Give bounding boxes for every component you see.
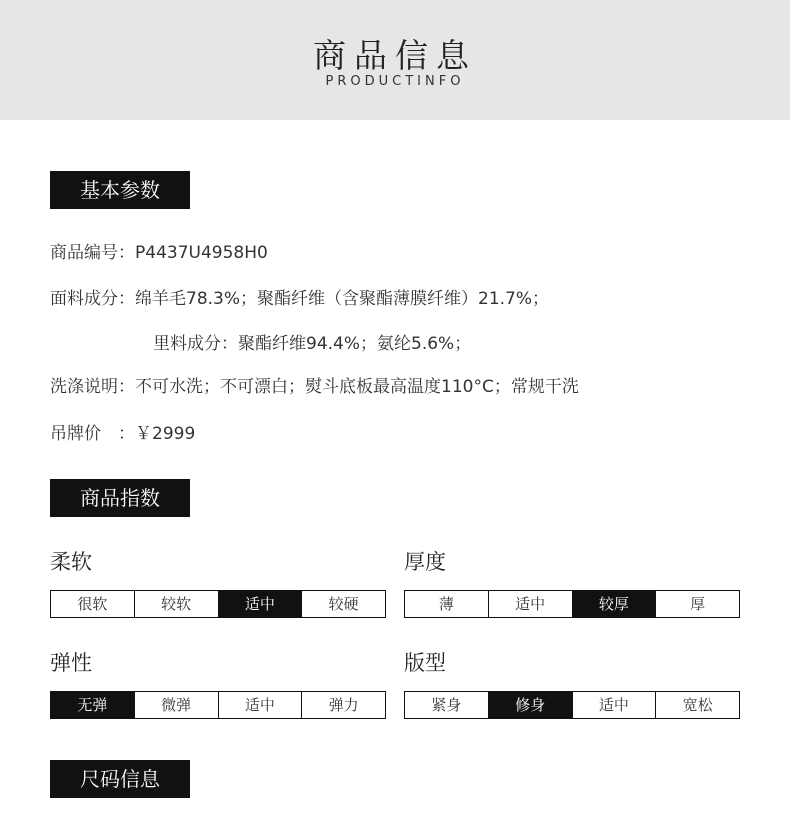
product-info-header bbox=[0, 0, 790, 120]
scale-option: 薄 bbox=[405, 591, 489, 617]
param-value: ￥2999 bbox=[135, 424, 196, 444]
param-value: 不可水洗；不可漂白；熨斗底板最高温度110°C；常规干洗 bbox=[135, 377, 579, 397]
param-label: 商品编号： bbox=[50, 243, 135, 263]
section-basic-params: 基本参数 bbox=[50, 171, 190, 209]
param-lining bbox=[153, 329, 471, 354]
param-product-code bbox=[50, 238, 268, 263]
thickness-scale bbox=[404, 590, 740, 618]
scale-option: 弹力 bbox=[328, 696, 359, 714]
scale-option: 适中 bbox=[573, 692, 657, 718]
param-label: 洗涤说明： bbox=[50, 377, 135, 397]
elasticity-scale bbox=[50, 691, 386, 719]
scale-option: 微弹 bbox=[135, 692, 219, 718]
softness-scale bbox=[50, 590, 386, 618]
param-price bbox=[50, 419, 195, 444]
param-wash bbox=[50, 372, 579, 397]
param-value: 聚酯纤维94.4%；氨纶5.6%； bbox=[238, 334, 472, 354]
scale-option: 较硬 bbox=[328, 595, 359, 613]
param-label: 吊牌价 ： bbox=[50, 424, 135, 444]
scale-option: 适中 bbox=[489, 591, 573, 617]
scale-option-selected: 修身 bbox=[489, 692, 573, 718]
scale-option: 厚 bbox=[690, 595, 706, 613]
index-title-thickness: 厚度 bbox=[404, 550, 446, 574]
param-value: 绵羊毛78.3%；聚酯纤维（含聚酯薄膜纤维）21.7%； bbox=[135, 289, 550, 309]
scale-option: 较软 bbox=[135, 591, 219, 617]
param-fabric bbox=[50, 284, 549, 309]
scale-option-selected: 无弹 bbox=[51, 692, 135, 718]
scale-option-selected: 适中 bbox=[219, 591, 303, 617]
index-title-fit: 版型 bbox=[404, 651, 446, 675]
fit-scale bbox=[404, 691, 740, 719]
scale-option-selected: 较厚 bbox=[573, 591, 657, 617]
section-product-index: 商品指数 bbox=[50, 479, 190, 517]
param-label: 面料成分： bbox=[50, 289, 135, 309]
scale-option: 很软 bbox=[51, 591, 135, 617]
page-title: 商品信息 bbox=[313, 36, 477, 75]
scale-option: 适中 bbox=[219, 692, 303, 718]
scale-option: 宽松 bbox=[682, 696, 713, 714]
param-value: P4437U4958H0 bbox=[135, 243, 268, 263]
scale-option: 紧身 bbox=[405, 692, 489, 718]
index-title-softness: 柔软 bbox=[50, 550, 92, 574]
section-size-info: 尺码信息 bbox=[50, 760, 190, 798]
index-title-elasticity: 弹性 bbox=[50, 651, 92, 675]
page-subtitle: PRODUCTINFO bbox=[325, 74, 465, 89]
param-label: 里料成分： bbox=[153, 334, 238, 354]
